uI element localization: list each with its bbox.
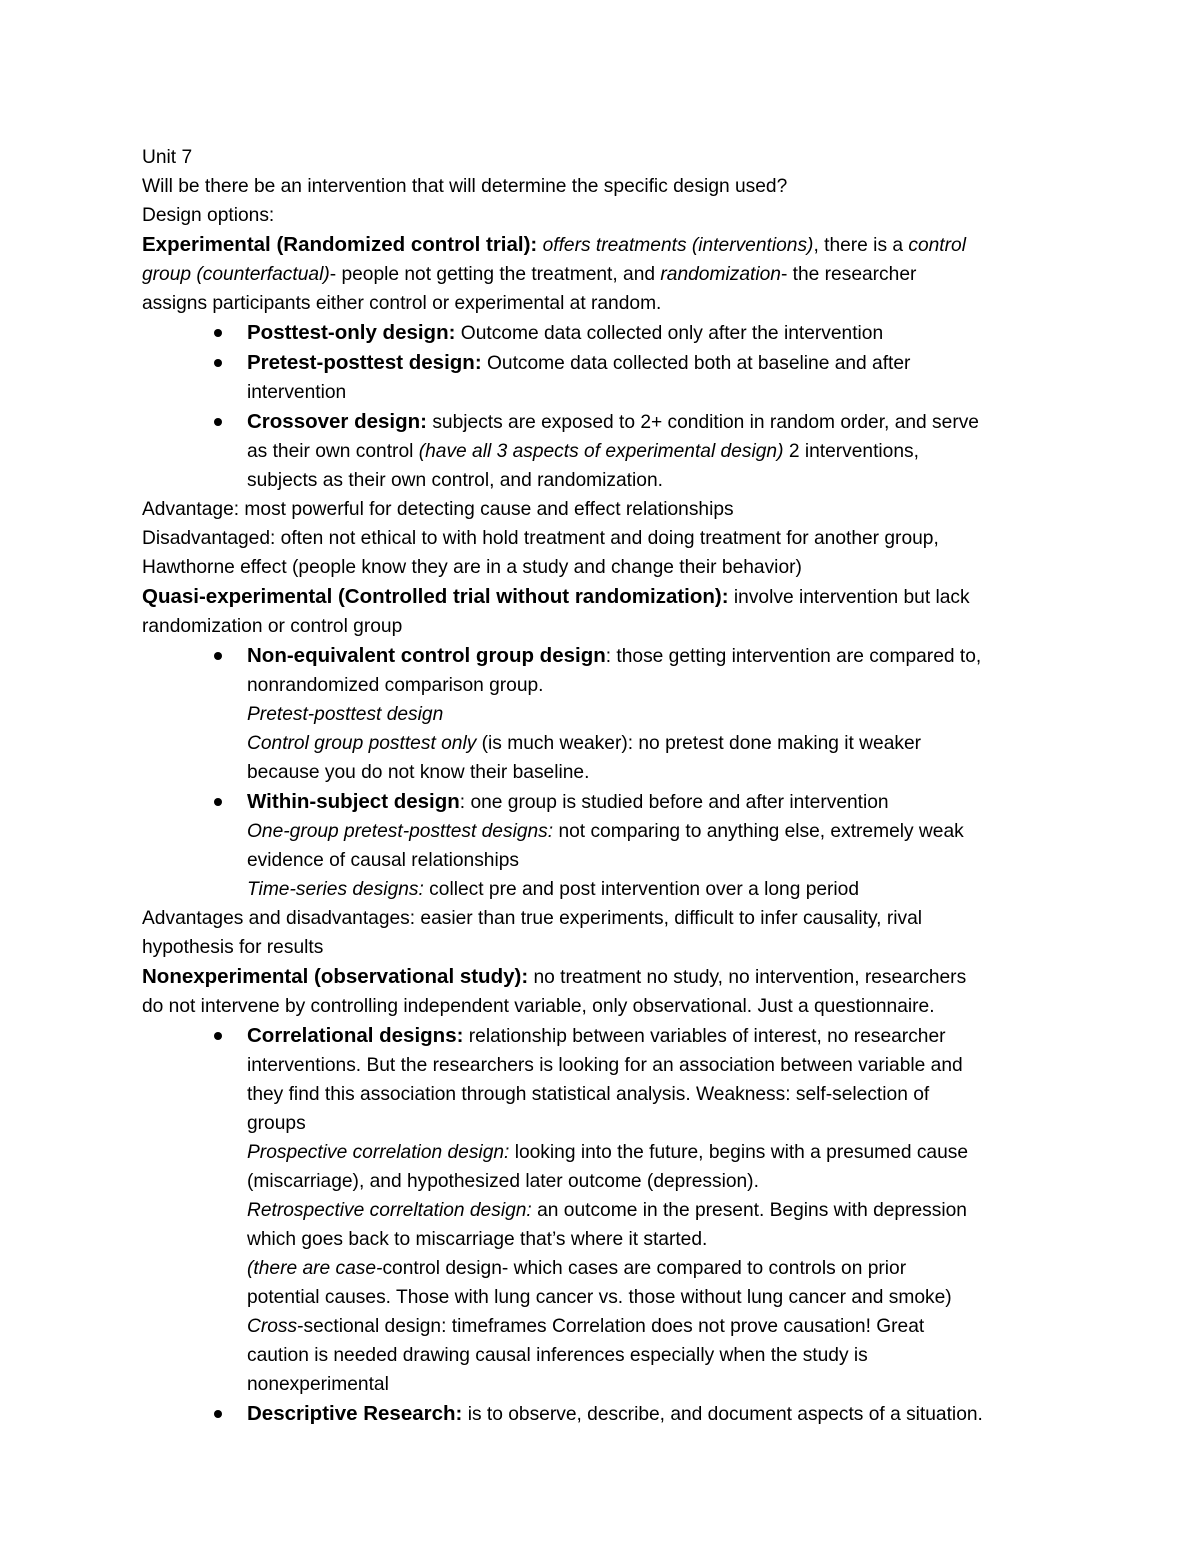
list-item-crossover <box>142 407 1072 437</box>
crossover-text: subjects are exposed to 2+ condition in random order, and serve <box>427 412 979 433</box>
quasi-heading: Quasi-experimental (Controlled trial without randomization): <box>142 585 729 608</box>
prospective-text-2: (miscarriage), and hypothesized later outcome (depression). <box>247 1171 759 1192</box>
correlational-heading: Correlational designs: <box>247 1024 464 1047</box>
nonexp-heading: Nonexperimental (observational study): <box>142 965 529 988</box>
crossover-line-2 <box>142 437 1072 466</box>
crossover-heading: Crossover design: <box>247 410 427 433</box>
prospective-line <box>142 1138 1072 1167</box>
experimental-people: - people not getting the treatment, and <box>329 264 661 285</box>
time-series-label: Time-series designs: <box>247 879 424 900</box>
document-page <box>142 143 1072 1429</box>
nonexp-text: no treatment no study, no intervention, researchers <box>528 967 967 988</box>
cross-sectional-line <box>142 1312 1072 1341</box>
control-posttest-line <box>142 729 1072 758</box>
cross-sectional-text-3: nonexperimental <box>247 1374 389 1395</box>
bullet-icon <box>214 329 222 337</box>
case-control-label: (there are case- <box>247 1258 383 1279</box>
prospective-text: looking into the future, begins with a presumed cause <box>509 1142 969 1163</box>
one-group-text-2: evidence of causal relationships <box>247 850 519 871</box>
quasi-involve: involve intervention but lack <box>728 587 970 608</box>
design-options-label: Design options: <box>142 205 275 226</box>
experimental-intro <box>142 230 1072 260</box>
nonexp-intro <box>142 962 1072 992</box>
case-control-line <box>142 1254 1072 1283</box>
pretest-text: Outcome data collected both at baseline and after <box>481 353 911 374</box>
experimental-researcher: - the researcher <box>780 264 917 285</box>
correlational-text-4: groups <box>247 1113 306 1134</box>
list-item-correlational <box>142 1021 1072 1051</box>
experimental-group: group (counterfactual) <box>142 264 330 285</box>
cross-sectional-label: Cross <box>247 1316 298 1337</box>
quasi-advantages: Advantages and disadvantages: easier than true experiments, difficult to infer causality, rival <box>142 908 923 929</box>
unit-heading: Unit 7 <box>142 147 193 168</box>
quasi-intro-2: randomization or control group <box>142 616 403 637</box>
bullet-icon <box>214 1032 222 1040</box>
list-item-within-subject <box>142 787 1072 817</box>
experimental-control: control <box>908 235 966 256</box>
prospective-label: Prospective correlation design: <box>247 1142 510 1163</box>
correlational-text-3: they find this association through statistical analysis. Weakness: self-selection of <box>247 1084 930 1105</box>
pretest-heading: Pretest-posttest design: <box>247 351 482 374</box>
experimental-disadvantage: Disadvantaged: often not ethical to with hold treatment and doing treatment for another group, <box>142 528 939 549</box>
case-control-text-2: potential causes. Those with lung cancer vs. those without lung cancer and smoke) <box>247 1287 952 1308</box>
experimental-disadvantage-2: Hawthorne effect (people know they are in a study and change their behavior) <box>142 557 802 578</box>
crossover-line-3: subjects as their own control, and randomization. <box>247 470 663 491</box>
crossover-aspects: (have all 3 aspects of experimental design) <box>418 441 784 462</box>
cross-sectional-text-2: caution is needed drawing causal inferences especially when the study is <box>247 1345 868 1366</box>
list-item-pretest <box>142 348 1072 378</box>
descriptive-text: is to observe, describe, and document aspects of a situation. <box>462 1404 983 1425</box>
posttest-text: Outcome data collected only after the intervention <box>455 323 884 344</box>
posttest-heading: Posttest-only design: <box>247 321 456 344</box>
quasi-intro <box>142 582 1072 612</box>
list-item-nonequivalent <box>142 641 1072 671</box>
crossover-own-control: as their own control <box>247 441 419 462</box>
experimental-advantage: Advantage: most powerful for detecting cause and effect relationships <box>142 499 734 520</box>
cross-sectional-text: -sectional design: timeframes Correlation does not prove causation! Great <box>297 1316 925 1337</box>
time-series-text: collect pre and post intervention over a long period <box>423 879 860 900</box>
case-control-text: control design- which cases are compared to controls on prior <box>382 1258 907 1279</box>
experimental-randomization: randomization <box>660 264 781 285</box>
list-item-descriptive <box>142 1399 1072 1429</box>
nonexp-intro-2: do not intervene by controlling independent variable, only observational. Just a questionnaire. <box>142 996 935 1017</box>
bullet-icon <box>214 359 222 367</box>
quasi-pretest-posttest: Pretest-posttest design <box>247 704 444 725</box>
one-group-text: not comparing to anything else, extremely weak <box>553 821 964 842</box>
experimental-heading: Experimental (Randomized control trial): <box>142 233 538 256</box>
list-item-posttest <box>142 318 1072 348</box>
experimental-offers: offers treatments (interventions) <box>537 235 814 256</box>
bullet-icon <box>214 798 222 806</box>
within-subject-text: : one group is studied before and after intervention <box>459 792 889 813</box>
quasi-advantages-2: hypothesis for results <box>142 937 324 958</box>
control-posttest-label: Control group posttest only <box>247 733 477 754</box>
retrospective-text-2: which goes back to miscarriage that’s where it started. <box>247 1229 708 1250</box>
experimental-intro-3: assigns participants either control or experimental at random. <box>142 293 662 314</box>
retrospective-text: an outcome in the present. Begins with depression <box>531 1200 967 1221</box>
experimental-there-is: , there is a <box>813 235 909 256</box>
control-posttest-text-2: because you do not know their baseline. <box>247 762 590 783</box>
descriptive-heading: Descriptive Research: <box>247 1402 463 1425</box>
bullet-icon <box>214 418 222 426</box>
intervention-question: Will be there be an intervention that will determine the specific design used? <box>142 176 788 197</box>
control-posttest-text: (is much weaker): no pretest done making it weaker <box>476 733 922 754</box>
nonequivalent-text: : those getting intervention are compared to, <box>605 646 982 667</box>
nonequivalent-text-2: nonrandomized comparison group. <box>247 675 544 696</box>
nonequivalent-heading: Non-equivalent control group design <box>247 644 606 667</box>
experimental-intro-2 <box>142 260 1072 289</box>
correlational-text-2: interventions. But the researchers is looking for an association between variable and <box>247 1055 963 1076</box>
one-group-line <box>142 817 1072 846</box>
bullet-icon <box>214 652 222 660</box>
pretest-text-2: intervention <box>247 382 347 403</box>
one-group-label: One-group pretest-posttest designs: <box>247 821 554 842</box>
bullet-icon <box>214 1410 222 1418</box>
time-series-line <box>142 875 1072 904</box>
crossover-interventions: 2 interventions, <box>783 441 919 462</box>
within-subject-heading: Within-subject design <box>247 790 460 813</box>
correlational-text: relationship between variables of interest, no researcher <box>463 1026 946 1047</box>
retrospective-line <box>142 1196 1072 1225</box>
retrospective-label: Retrospective correltation design: <box>247 1200 532 1221</box>
